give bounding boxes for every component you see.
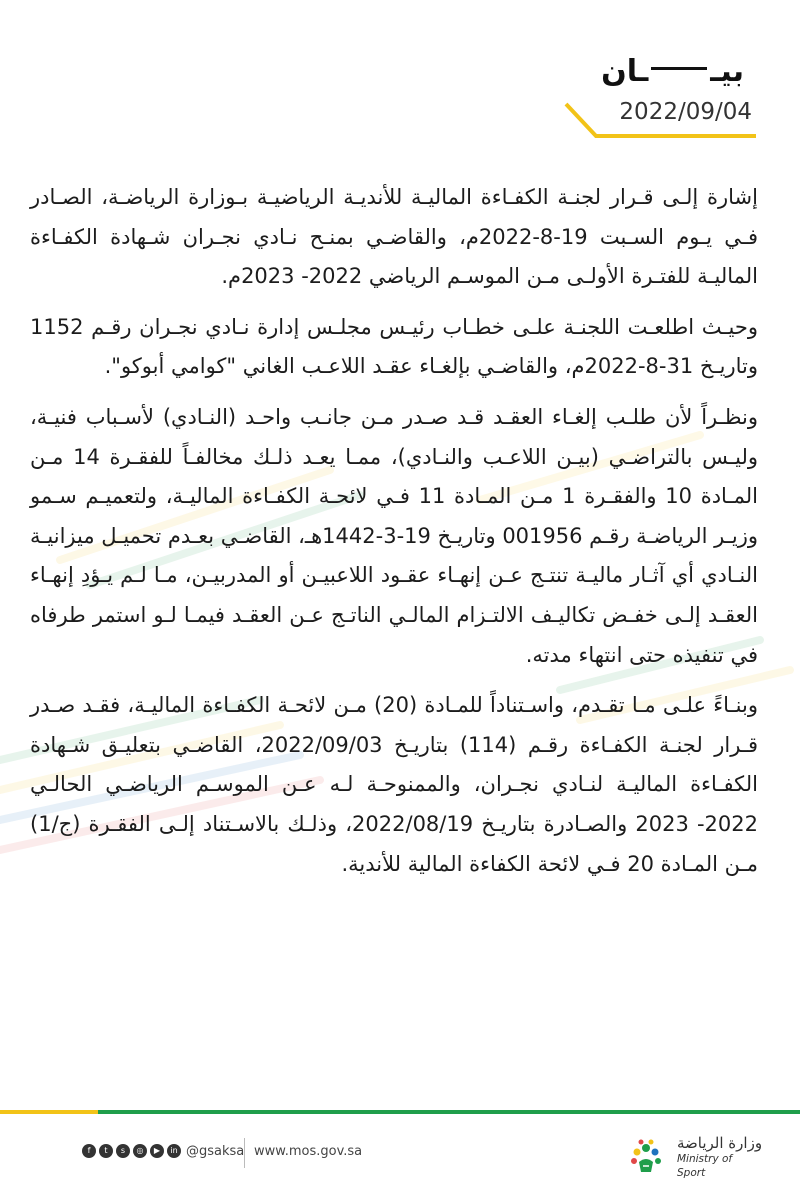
logo-english-text: Ministry of Sport [677, 1153, 733, 1179]
social-handle[interactable]: @gsaksa [186, 1144, 245, 1159]
document-date: 2022/09/04 [619, 99, 752, 125]
logo-arabic-text: وزارة الرياضة [677, 1134, 763, 1152]
youtube-icon[interactable]: ▶ [150, 1144, 164, 1158]
logo-text [677, 1134, 763, 1180]
page-footer [0, 1134, 800, 1179]
footer-divider-green [98, 1110, 800, 1114]
statement-body [30, 178, 758, 895]
linkedin-icon[interactable]: in [167, 1144, 181, 1158]
twitter-icon[interactable]: t [99, 1144, 113, 1158]
instagram-icon[interactable]: ◎ [133, 1144, 147, 1158]
header-accent-line [560, 98, 760, 142]
document-title: بيــان [601, 54, 744, 89]
snapchat-icon[interactable]: s [116, 1144, 130, 1158]
footer-divider-yellow [0, 1110, 100, 1114]
website-link[interactable]: www.mos.gov.sa [254, 1144, 363, 1159]
footer-separator [244, 1138, 245, 1168]
social-icons [82, 1144, 181, 1158]
title-tatweel-bar [651, 67, 707, 70]
facebook-icon[interactable]: f [82, 1144, 96, 1158]
paragraph-1: إشارة إلـى قـرار لجنـة الكفـاءة الماليـة للأنديـة الرياضيـة بـوزارة الرياضـة، الصـادر فـي يـوم السـبت 19-8-2022م، والقاضـي بمنـح نـادي نجـران شـهادة الكفـاءة الماليـة للفتـرة الأولـى مـن الموسـم الرياضي 2022- 2023م. [30, 185, 758, 289]
ministry-emblem-icon [623, 1132, 669, 1178]
ministry-logo [623, 1132, 763, 1180]
paragraph-3: ونظـراً لأن طلـب إلغـاء العقـد قـد صـدر مـن جانـب واحـد (النـادي) لأسـباب فنيـة، وليـس بالتراضـي (بيـن اللاعـب والنـادي)، ممـا يعـد ذلـك مخالفـاً للفقـرة 14 مـن المـادة 10 والفقـرة 1 مـن المـادة 11 فـي لائحـة الكفـاءة الماليـة، ولتعميـم سـمو وزيـر الرياضـة رقـم 001956 وتاريـخ 19-3-1442هـ، القاضـي بعـدم تحميـل ميزانيـة النـادي أي آثـار ماليـة تنتـج عـن إنهـاء عقـود اللاعبيـن أو المدربيـن، مـا لـم يـؤدِ إنهـاء العقـد إلـى خفـض تكاليـف الالتـزام المالـي الناتـج عـن العقـد فيمـا لـو استمر طرفاه في تنفيذه حتى انتهاء مدته. [30, 404, 758, 667]
footer-divider [0, 1110, 800, 1114]
paragraph-2: وحيـث اطلعـت اللجنـة علـى خطـاب رئيـس مجلـس إدارة نـادي نجـران رقـم 1152 وتاريـخ 31-8-2022م، والقاضـي بإلغـاء عقـد اللاعـب الغاني "كوامي أبوكو". [30, 314, 758, 379]
paragraph-4: وبنـاءً علـى مـا تقـدم، واسـتناداً للمـادة (20) مـن لائحـة الكفـاءة الماليـة، فقـد صـدر قـرار لجنـة الكفـاءة رقـم (114) بتاريـخ 2022/09/03، القاضـي بتعليـق شـهادة الكفـاءة الماليـة لنـادي نجـران، والممنوحـة لـه عـن الموسـم الرياضـي الحالـي 2022- 2023 والصـادرة بتاريـخ 2022/08/19، وذلـك بالاسـتناد إلـى الفقـرة (ج/1) مـن المـادة 20 فـي لائحة الكفاءة المالية للأندية. [30, 693, 759, 876]
